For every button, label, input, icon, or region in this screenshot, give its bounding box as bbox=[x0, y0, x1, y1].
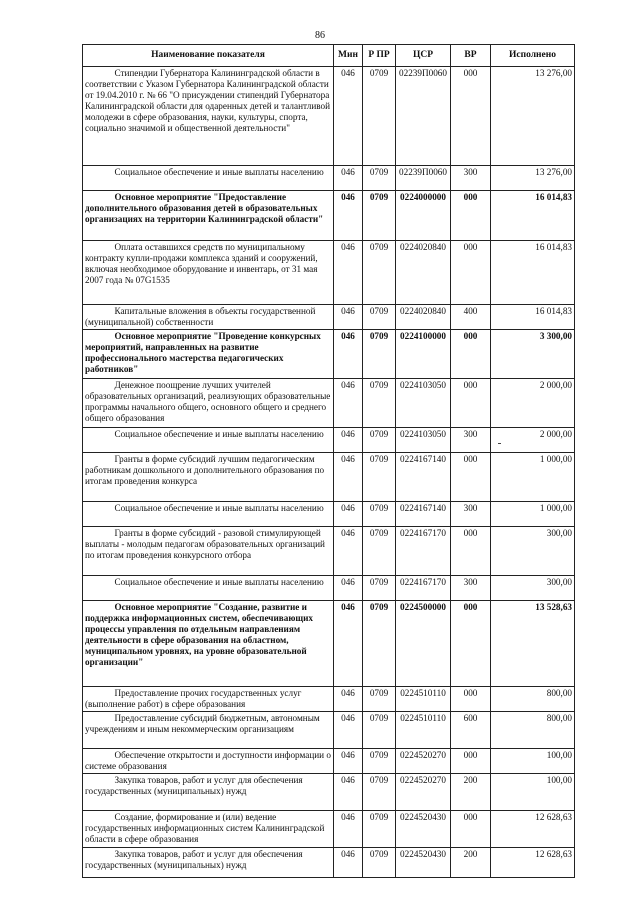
row-name-cell bbox=[83, 453, 334, 502]
budget-table bbox=[82, 44, 575, 878]
row-csr-cell: 0224520270 bbox=[396, 749, 451, 774]
row-min-cell: 046 bbox=[334, 166, 363, 191]
row-min-cell: 046 bbox=[334, 687, 363, 712]
row-name-cell bbox=[83, 848, 334, 878]
row-vr-cell: 000 bbox=[451, 67, 491, 166]
row-done-cell: 2 000,00 bbox=[491, 428, 575, 453]
row-min-cell: 046 bbox=[334, 774, 363, 811]
row-done-cell: 13 276,00 bbox=[491, 166, 575, 191]
row-min-cell: 046 bbox=[334, 712, 363, 749]
row-name-text: Социальное обеспечение и иные выплаты населению bbox=[114, 577, 324, 588]
row-rpr-cell: 0709 bbox=[363, 166, 396, 191]
row-csr-cell: 0224167140 bbox=[396, 502, 451, 527]
row-min-cell: 046 bbox=[334, 67, 363, 166]
row-rpr-cell: 0709 bbox=[363, 527, 396, 576]
row-rpr-cell: 0709 bbox=[363, 191, 396, 241]
row-done-cell: 2 000,00 bbox=[491, 379, 575, 428]
row-csr-cell: 0224167170 bbox=[396, 576, 451, 601]
row-csr-cell: 0224167140 bbox=[396, 453, 451, 502]
row-min-cell: 046 bbox=[334, 576, 363, 601]
row-done-cell: 3 300,00 bbox=[491, 330, 575, 379]
row-name-text: Закупка товаров, работ и услуг для обеспечения государственных (муниципальных) нужд bbox=[85, 849, 303, 871]
row-done-cell: 13 276,00 bbox=[491, 67, 575, 166]
row-csr-cell: 0224000000 bbox=[396, 191, 451, 241]
row-name-cell bbox=[83, 241, 334, 305]
row-rpr-cell: 0709 bbox=[363, 379, 396, 428]
row-name-text: Предоставление прочих государственных услуг (выполнение работ) в сфере образования bbox=[85, 688, 302, 710]
row-min-cell: 046 bbox=[334, 191, 363, 241]
row-csr-cell: 0224520430 bbox=[396, 848, 451, 878]
row-done-cell: 16 014,83 bbox=[491, 191, 575, 241]
row-rpr-cell: 0709 bbox=[363, 576, 396, 601]
row-csr-cell: 0224020840 bbox=[396, 241, 451, 305]
row-name-text: Основное мероприятие "Предоставление дополнительного образования детей в образовательных организациях на территории Калининградской области" bbox=[85, 192, 324, 225]
table-row bbox=[83, 601, 575, 687]
row-vr-cell: 300 bbox=[451, 428, 491, 453]
row-done-cell: 300,00 bbox=[491, 576, 575, 601]
row-done-cell: 12 628,63 bbox=[491, 848, 575, 878]
row-rpr-cell: 0709 bbox=[363, 241, 396, 305]
row-csr-cell: 0224500000 bbox=[396, 601, 451, 687]
col-header-csr: ЦСР bbox=[396, 45, 451, 67]
row-rpr-cell: 0709 bbox=[363, 453, 396, 502]
row-rpr-cell: 0709 bbox=[363, 67, 396, 166]
row-vr-cell: 000 bbox=[451, 601, 491, 687]
row-name-cell bbox=[83, 687, 334, 712]
col-header-name: Наименование показателя bbox=[83, 45, 334, 67]
row-name-text: Гранты в форме субсидий - разовой стимулирующей выплаты - молодым педагогам образовательных организаций по итогам проведения конкурсного отбора bbox=[85, 528, 325, 561]
row-csr-cell: 0224167170 bbox=[396, 527, 451, 576]
table-row bbox=[83, 428, 575, 453]
table-row bbox=[83, 712, 575, 749]
row-name-cell bbox=[83, 428, 334, 453]
row-min-cell: 046 bbox=[334, 379, 363, 428]
table-row bbox=[83, 502, 575, 527]
row-done-cell: 800,00 bbox=[491, 712, 575, 749]
row-csr-cell: 0224520270 bbox=[396, 774, 451, 811]
row-vr-cell: 000 bbox=[451, 191, 491, 241]
row-name-text: Гранты в форме субсидий лучшим педагогическим работникам дошкольного и дополнительного образования по итогам проведения конкурса bbox=[85, 454, 325, 487]
table-row bbox=[83, 749, 575, 774]
table-row bbox=[83, 241, 575, 305]
row-name-cell bbox=[83, 774, 334, 811]
row-name-text: Стипендии Губернатора Калининградской области в соответствии с Указом Губернатора Калининградской области от 19.04.2010 г. № 66 "О присуждении стипендий Губернатора Калининградской области для одаренных детей и талантливой молодежи в сфере образования, науки, культуры, спорта, социально значимой и общественной деятельности" bbox=[85, 68, 331, 134]
row-name-cell bbox=[83, 576, 334, 601]
row-min-cell: 046 bbox=[334, 502, 363, 527]
row-done-cell: 12 628,63 bbox=[491, 811, 575, 848]
table-header-row bbox=[83, 45, 575, 67]
row-min-cell: 046 bbox=[334, 601, 363, 687]
row-vr-cell: 200 bbox=[451, 848, 491, 878]
row-name-text: Денежное поощрение лучших учителей образовательных организаций, реализующих образовательные программы начального общего, основного общего и среднего общего образования bbox=[85, 380, 331, 424]
table-row bbox=[83, 576, 575, 601]
table-row bbox=[83, 67, 575, 166]
table-row bbox=[83, 811, 575, 848]
table-row bbox=[83, 305, 575, 330]
row-min-cell: 046 bbox=[334, 811, 363, 848]
row-rpr-cell: 0709 bbox=[363, 811, 396, 848]
table-row bbox=[83, 379, 575, 428]
row-min-cell: 046 bbox=[334, 749, 363, 774]
row-name-text: Социальное обеспечение и иные выплаты населению bbox=[114, 429, 324, 440]
col-header-done: Исполнено bbox=[491, 45, 575, 67]
row-vr-cell: 300 bbox=[451, 166, 491, 191]
row-min-cell: 046 bbox=[334, 527, 363, 576]
row-vr-cell: 000 bbox=[451, 453, 491, 502]
row-name-cell bbox=[83, 811, 334, 848]
row-vr-cell: 400 bbox=[451, 305, 491, 330]
row-name-text: Создание, формирование и (или) ведение государственных информационных систем Калининградской области в сфере образования bbox=[85, 812, 325, 845]
row-done-cell: 1 000,00 bbox=[491, 502, 575, 527]
row-rpr-cell: 0709 bbox=[363, 749, 396, 774]
table-row bbox=[83, 453, 575, 502]
table-row bbox=[83, 191, 575, 241]
row-name-text: Основное мероприятие "Создание, развитие и поддержка информационных систем, обеспечивающих процессы управления по отдельным направлениям деятельности в сфере образования на областном, муниципальном уровнях, на уровне образовательной организации" bbox=[85, 602, 314, 668]
row-rpr-cell: 0709 bbox=[363, 428, 396, 453]
row-rpr-cell: 0709 bbox=[363, 330, 396, 379]
row-vr-cell: 000 bbox=[451, 811, 491, 848]
row-rpr-cell: 0709 bbox=[363, 774, 396, 811]
row-name-text: Социальное обеспечение и иные выплаты населению bbox=[114, 167, 324, 177]
row-min-cell: 046 bbox=[334, 848, 363, 878]
row-rpr-cell: 0709 bbox=[363, 687, 396, 712]
col-header-rpr: Р ПР bbox=[363, 45, 396, 67]
row-name-cell bbox=[83, 191, 334, 241]
row-done-cell: 16 014,83 bbox=[491, 241, 575, 305]
row-name-cell bbox=[83, 305, 334, 330]
row-done-cell: 13 528,63 bbox=[491, 601, 575, 687]
row-vr-cell: 300 bbox=[451, 576, 491, 601]
row-name-text: Обеспечение открытости и доступности информации о системе образования bbox=[85, 750, 331, 772]
row-rpr-cell: 0709 bbox=[363, 601, 396, 687]
margin-mark bbox=[498, 443, 501, 444]
row-name-cell bbox=[83, 502, 334, 527]
table-row bbox=[83, 848, 575, 878]
row-vr-cell: 000 bbox=[451, 241, 491, 305]
row-name-cell bbox=[83, 601, 334, 687]
row-name-cell bbox=[83, 67, 334, 166]
row-rpr-cell: 0709 bbox=[363, 848, 396, 878]
row-vr-cell: 200 bbox=[451, 774, 491, 811]
row-name-cell bbox=[83, 166, 334, 191]
row-name-text: Предоставление субсидий бюджетным, автономным учреждениям и иным некоммерческим организациям bbox=[85, 713, 320, 735]
row-name-cell bbox=[83, 749, 334, 774]
table-row bbox=[83, 527, 575, 576]
page-number: 86 bbox=[315, 30, 325, 41]
row-rpr-cell: 0709 bbox=[363, 502, 396, 527]
table-row bbox=[83, 166, 575, 191]
row-name-cell bbox=[83, 330, 334, 379]
row-vr-cell: 000 bbox=[451, 379, 491, 428]
row-min-cell: 046 bbox=[334, 241, 363, 305]
row-rpr-cell: 0709 bbox=[363, 712, 396, 749]
row-csr-cell: 0224100000 bbox=[396, 330, 451, 379]
col-header-min: Мин bbox=[334, 45, 363, 67]
row-vr-cell: 000 bbox=[451, 749, 491, 774]
row-name-text: Оплата оставшихся средств по муниципальному контракту купли-продажи комплекса зданий и сооружений, включая необходимое оборудование и инвентарь, от 31 мая 2007 года № 07G1535 bbox=[85, 242, 318, 286]
row-name-text: Капитальные вложения в объекты государственной (муниципальной) собственности bbox=[85, 306, 316, 328]
row-done-cell: 300,00 bbox=[491, 527, 575, 576]
row-done-cell: 800,00 bbox=[491, 687, 575, 712]
table-row bbox=[83, 774, 575, 811]
row-csr-cell: 0224020840 bbox=[396, 305, 451, 330]
row-vr-cell: 000 bbox=[451, 687, 491, 712]
row-min-cell: 046 bbox=[334, 453, 363, 502]
row-csr-cell: 0224510110 bbox=[396, 687, 451, 712]
row-csr-cell: 02239П0060 bbox=[396, 166, 451, 191]
row-name-text: Закупка товаров, работ и услуг для обеспечения государственных (муниципальных) нужд bbox=[85, 775, 303, 797]
row-vr-cell: 000 bbox=[451, 527, 491, 576]
row-csr-cell: 0224103050 bbox=[396, 428, 451, 453]
row-name-text: Основное мероприятие "Проведение конкурсных мероприятий, направленных на развитие профессионального мастерства педагогических работников" bbox=[85, 331, 321, 375]
table-row bbox=[83, 687, 575, 712]
row-vr-cell: 600 bbox=[451, 712, 491, 749]
row-name-cell bbox=[83, 712, 334, 749]
row-vr-cell: 300 bbox=[451, 502, 491, 527]
row-vr-cell: 000 bbox=[451, 330, 491, 379]
row-min-cell: 046 bbox=[334, 305, 363, 330]
row-min-cell: 046 bbox=[334, 330, 363, 379]
table-row bbox=[83, 330, 575, 379]
row-csr-cell: 0224510110 bbox=[396, 712, 451, 749]
row-done-cell: 1 000,00 bbox=[491, 453, 575, 502]
row-csr-cell: 02239П0060 bbox=[396, 67, 451, 166]
row-name-cell bbox=[83, 379, 334, 428]
col-header-vr: ВР bbox=[451, 45, 491, 67]
row-done-cell: 16 014,83 bbox=[491, 305, 575, 330]
row-csr-cell: 0224520430 bbox=[396, 811, 451, 848]
row-rpr-cell: 0709 bbox=[363, 305, 396, 330]
row-csr-cell: 0224103050 bbox=[396, 379, 451, 428]
row-name-cell bbox=[83, 527, 334, 576]
row-min-cell: 046 bbox=[334, 428, 363, 453]
row-name-text: Социальное обеспечение и иные выплаты населению bbox=[114, 503, 324, 514]
row-done-cell: 100,00 bbox=[491, 774, 575, 811]
row-done-cell: 100,00 bbox=[491, 749, 575, 774]
